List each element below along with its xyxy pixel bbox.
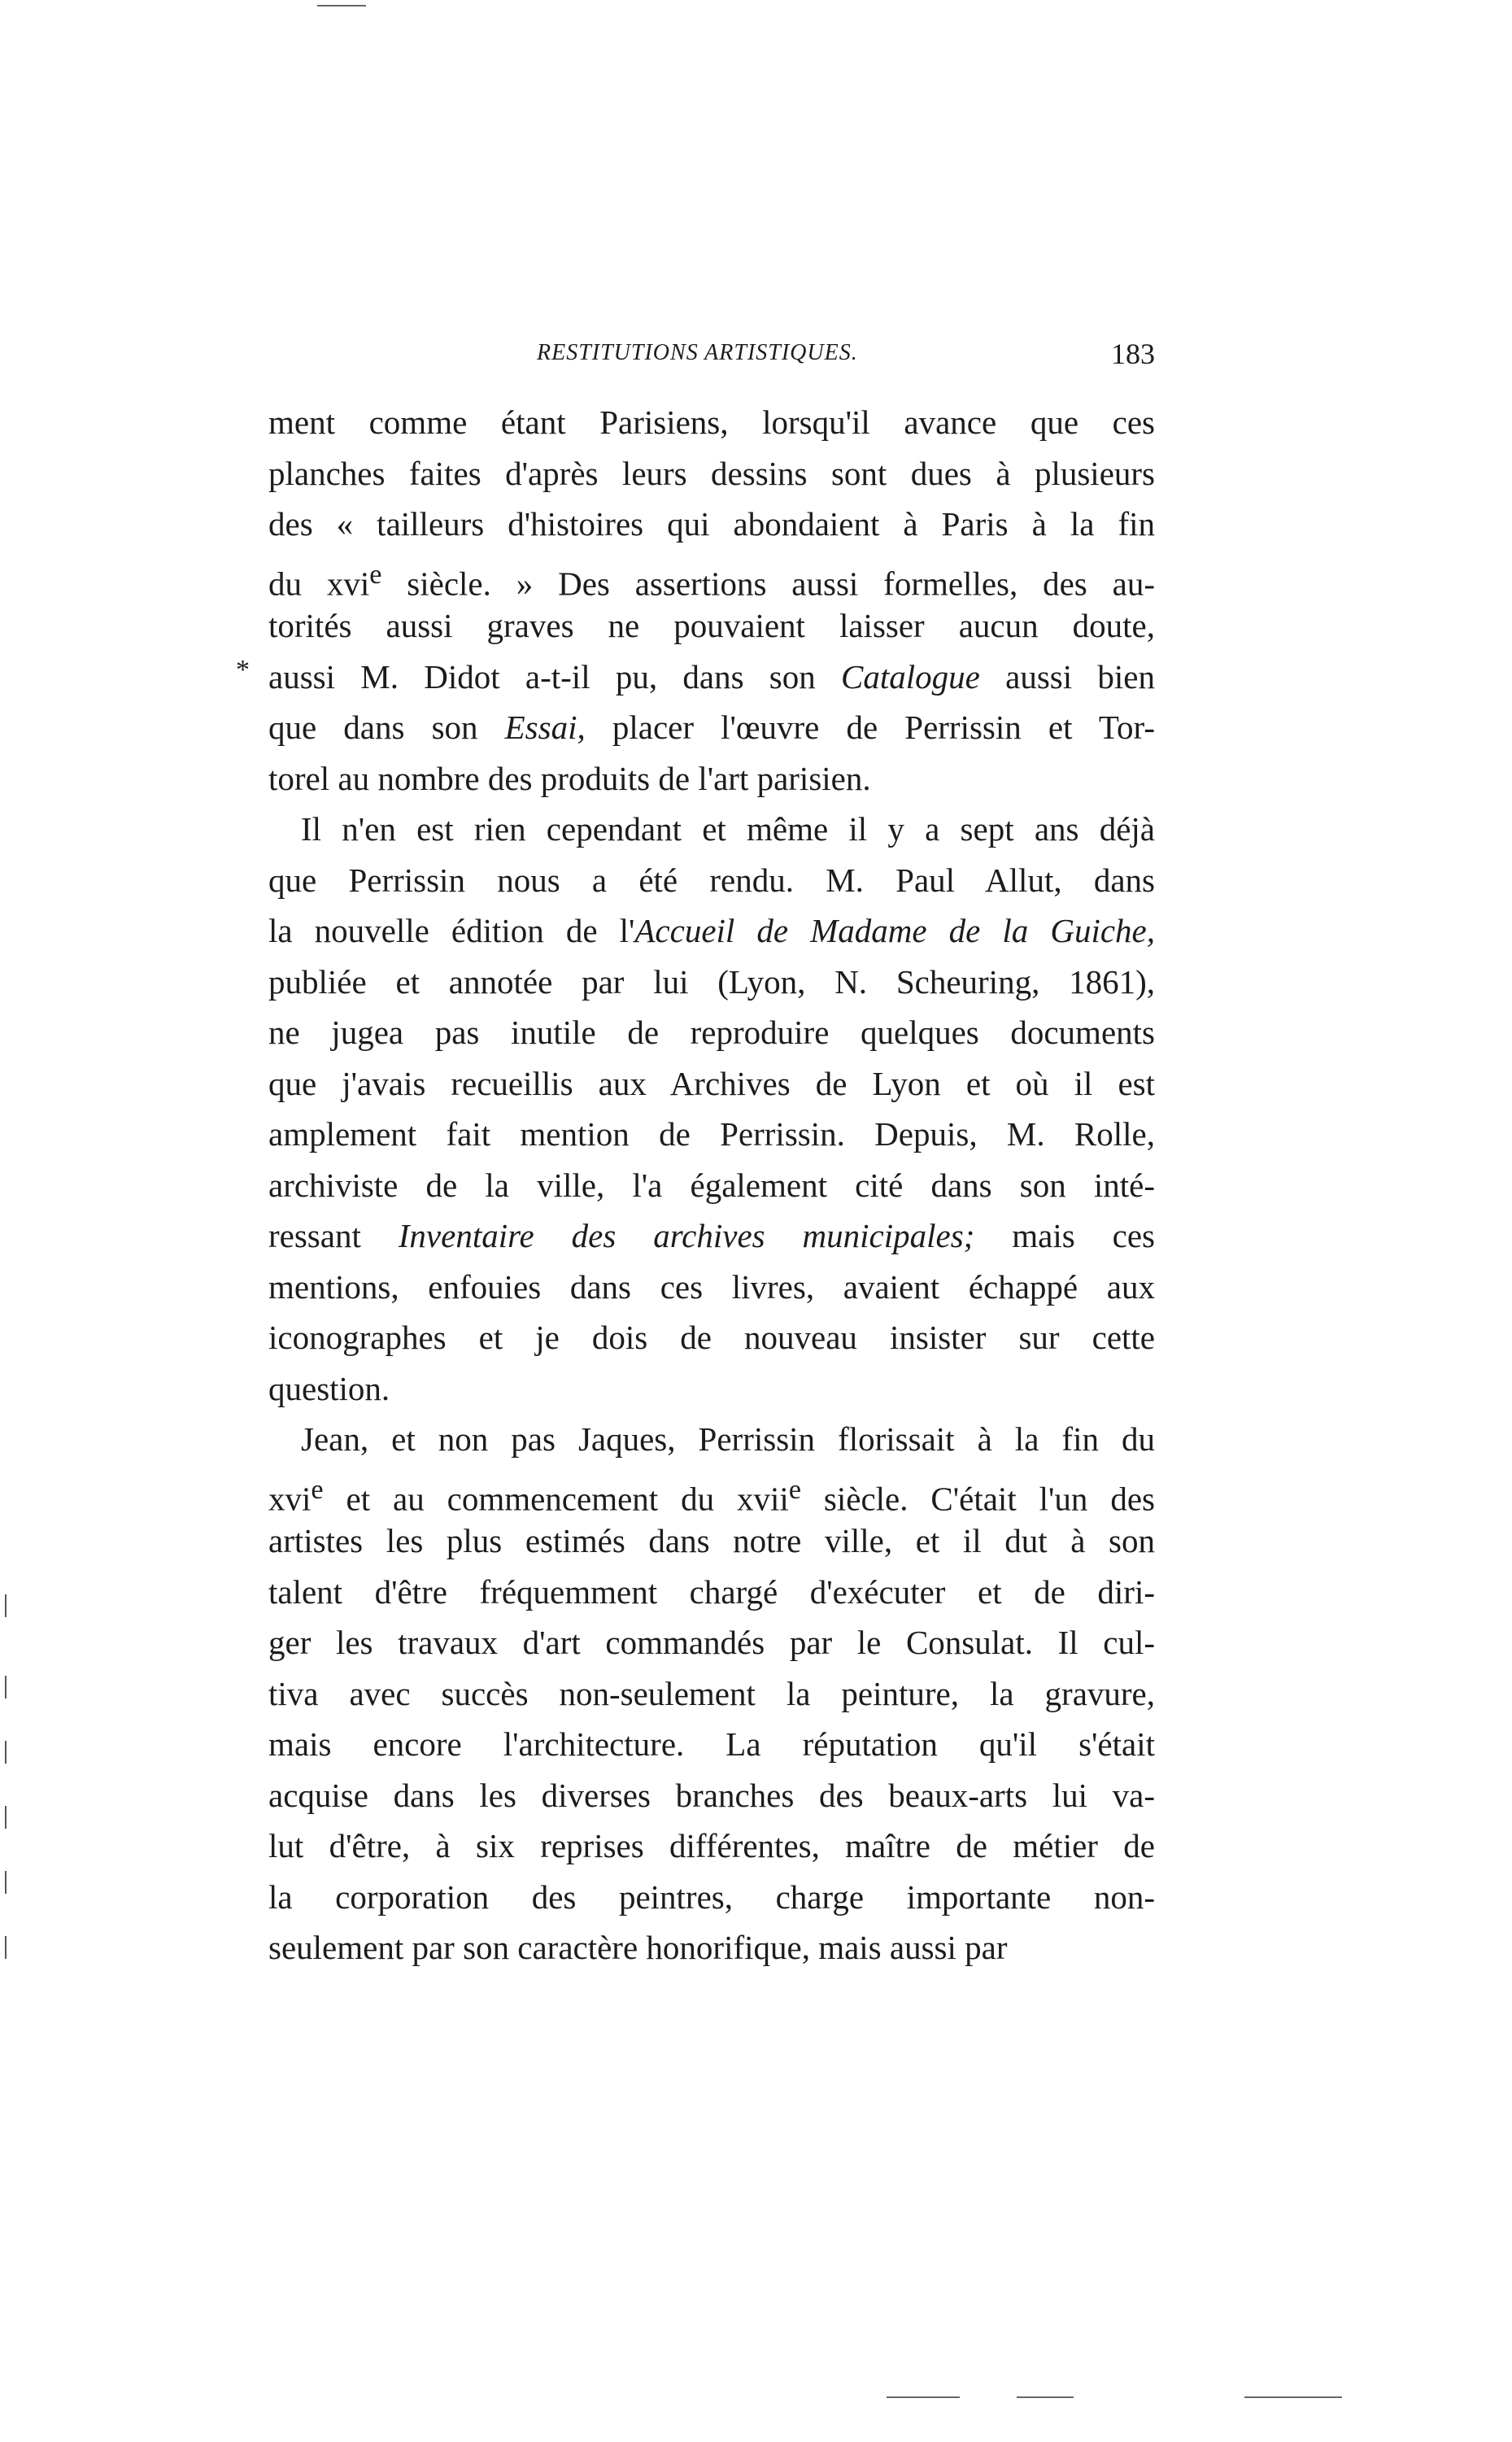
text-line: xvi$^e$ et au commencement du xvii$^e$ siècle. C'était l'un des	[268, 1474, 1155, 1518]
scan-bottom-rule	[1017, 2396, 1074, 2398]
margin-asterisk: *	[236, 655, 250, 685]
text-line: talent d'être fréquemment chargé d'exécuter et de diri-	[268, 1572, 1155, 1611]
text-line: mais encore l'architecture. La réputation qu'il s'était	[268, 1725, 1155, 1763]
text-line: Il n'en est rien cependant et même il y a sept ans déjà	[301, 810, 1155, 848]
text-line: ne jugea pas inutile de reproduire quelques documents	[268, 1014, 1155, 1051]
scan-edge-mark	[5, 1676, 7, 1698]
text-line: mentions, enfouies dans ces livres, avaient échappé aux	[268, 1267, 1155, 1306]
running-title: RESTITUTIONS ARTISTIQUES.	[537, 340, 858, 365]
scan-edge-mark	[5, 1871, 7, 1894]
text-line: des « tailleurs d'histoires qui abondaient à Paris à la fin	[268, 505, 1155, 543]
text-line: la corporation des peintres, charge importante non-	[268, 1877, 1155, 1916]
text-line: seulement par son caractère honorifique, mais aussi par	[268, 1929, 1008, 1966]
body-text	[268, 397, 1155, 1973]
scan-top-rule	[317, 5, 366, 7]
text-line: question.	[268, 1369, 390, 1407]
text-line: artistes les plus estimés dans notre ville, et il dut à son	[268, 1522, 1155, 1559]
text-line: ger les travaux d'art commandés par le Consulat. Il cul-	[268, 1624, 1155, 1661]
text-line: acquise dans les diverses branches des beaux-arts lui va-	[268, 1776, 1155, 1814]
text-line: torités aussi graves ne pouvaient laisser aucun doute,	[268, 607, 1155, 644]
text-line: amplement fait mention de Perrissin. Depuis, M. Rolle,	[268, 1115, 1155, 1153]
text-line: du xvi$^e$ siècle. » Des assertions aussi formelles, des au-	[268, 559, 1155, 603]
scan-edge-mark	[5, 1806, 7, 1829]
scan-edge-mark	[5, 1741, 7, 1764]
text-line: publiée et annotée par lui (Lyon, N. Scheuring, 1861),	[268, 962, 1155, 1001]
text-line: aussi M. Didot a-t-il pu, dans son Catalogue aussi bien	[268, 657, 1155, 696]
scan-edge-mark	[5, 1936, 7, 1959]
text-line: la nouvelle édition de l'Accueil de Madame de la Guiche,	[268, 912, 1155, 949]
text-line: que dans son Essai, placer l'œuvre de Perrissin et Tor-	[268, 709, 1155, 746]
scan-bottom-rule	[887, 2396, 960, 2398]
text-line: ment comme étant Parisiens, lorsqu'il avance que ces	[268, 403, 1155, 441]
page-number: 183	[1111, 338, 1155, 370]
text-line: que j'avais recueillis aux Archives de Lyon et où il est	[268, 1064, 1155, 1102]
scan-edge-mark	[5, 1594, 7, 1617]
text-line: Jean, et non pas Jaques, Perrissin florissait à la fin du	[301, 1420, 1155, 1458]
text-line: planches faites d'après leurs dessins sont dues à plusieurs	[268, 454, 1155, 492]
text-line: ressant Inventaire des archives municipales; mais ces	[268, 1217, 1155, 1254]
text-line: iconographes et je dois de nouveau insister sur cette	[268, 1319, 1155, 1356]
running-head	[268, 340, 1155, 381]
text-line: lut d'être, à six reprises différentes, maître de métier de	[268, 1827, 1155, 1864]
text-line: torel au nombre des produits de l'art parisien.	[268, 759, 871, 797]
scan-bottom-rule	[1244, 2396, 1342, 2398]
text-line: que Perrissin nous a été rendu. M. Paul Allut, dans	[268, 861, 1155, 899]
text-line: archiviste de la ville, l'a également cité dans son inté-	[268, 1166, 1155, 1204]
text-line: tiva avec succès non-seulement la peinture, la gravure,	[268, 1674, 1155, 1712]
